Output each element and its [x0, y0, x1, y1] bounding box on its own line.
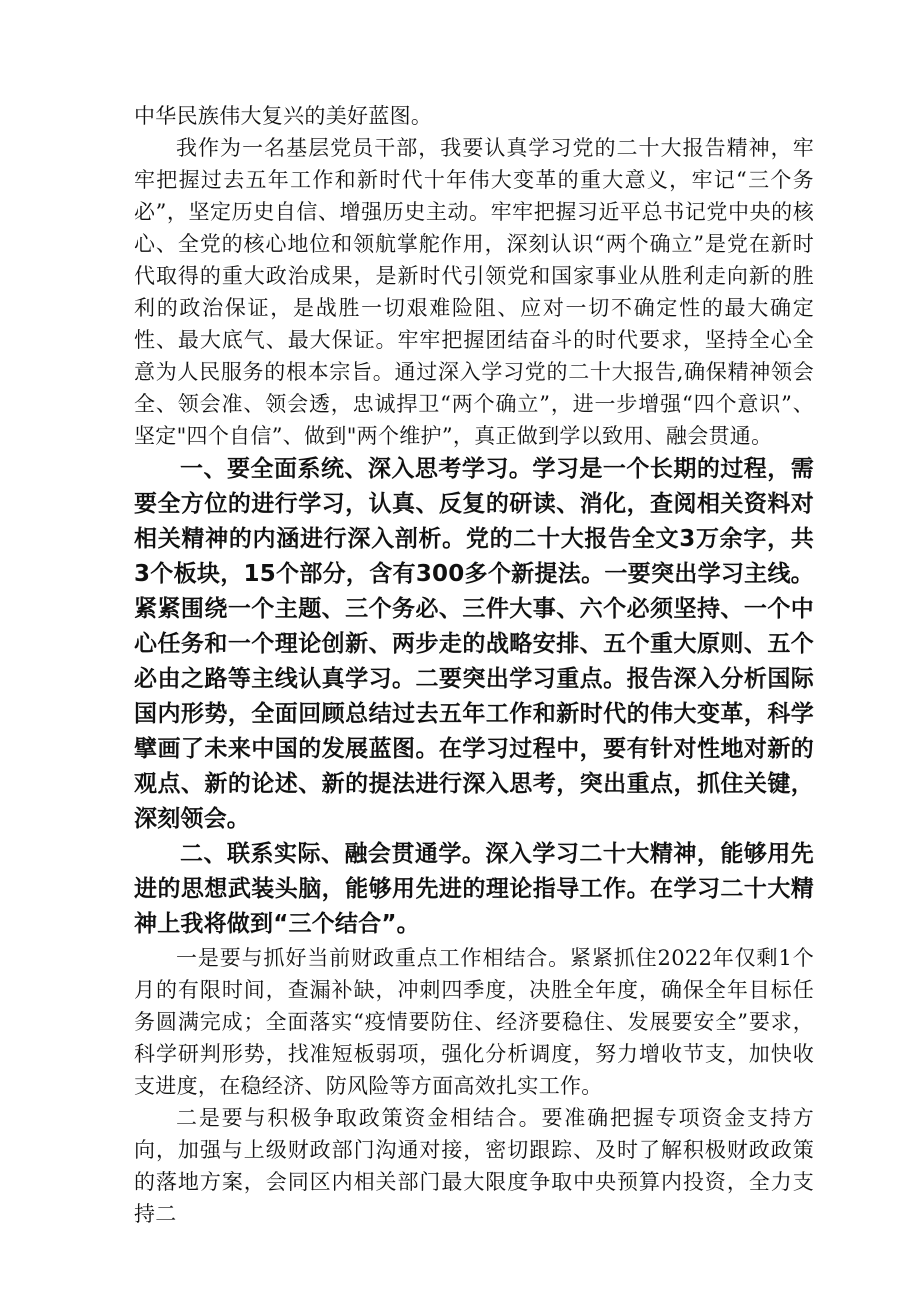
combination-one-paragraph: 一是要与抓好当前财政重点工作相结合。紧紧抓住2022年仅剩1个月的有限时间，查漏补缺，冲刺四季度，决胜全年度，确保全年目标任务圆满完成；全面落实“疫情要防住、经济要稳住、发展要安全”要求，科学研判形势，找准短板弱项，强化分析调度，努力增收节支，加快收支进度，在稳经济、防风险等方面高效扎实工作。 — [134, 946, 814, 1098]
section-one-paragraph: 一、要全面系统、深入思考学习。学习是一个长期的过程，需要全方位的进行学习，认真、反复的研读、消化，查阅相关资料对相关精神的内涵进行深入剖析。党的二十大报告全文3万余字，共3个板块，15个部分，含有300多个新提法。一要突出学习主线。紧紧围绕一个主题、三个务必、三件大事、六个必须坚持、一个中心任务和一个理论创新、两步走的战略安排、五个重大原则、五个必由之路等主线认真学习。二要突出学习重点。报告深入分析国际国内形势，全面回顾总结过去五年工作和新时代的伟大变革，科学擘画了未来中国的发展蓝图。在学习过程中，要有针对性地对新的观点、新的论述、新的提法进行深入思考，突出重点，抓住关键，深刻领会。 — [134, 456, 814, 832]
section-two-paragraph: 二、联系实际、融会贯通学。深入学习二十大精神，能够用先进的思想武装头脑，能够用先进的理论指导工作。在学习二十大精神上我将做到“三个结合”。 — [134, 841, 814, 937]
document-body — [134, 100, 814, 1230]
paragraph-personal-commitment: 我作为一名基层党员干部，我要认真学习党的二十大报告精神，牢牢把握过去五年工作和新时代十年伟大变革的重大意义，牢记“三个务必”，坚定历史自信、增强历史主动。牢牢把握习近平总书记党中央的核心、全党的核心地位和领航掌舵作用，深刻认识“两个确立”是党在新时代取得的重大政治成果，是新时代引领党和国家事业从胜利走向新的胜利的政治保证，是战胜一切艰难险阻、应对一切不确定性的最大确定性、最大底气、最大保证。牢牢把握团结奋斗的时代要求，坚持全心全意为人民服务的根本宗旨。通过深入学习党的二十大报告,确保精神领会全、领会准、领会透，忠诚捍卫“两个确立”，进一步增强“四个意识”、坚定"四个自信”、做到"两个维护”，真正做到学以致用、融会贯通。 — [134, 136, 814, 448]
combination-two-paragraph: 二是要与积极争取政策资金相结合。要准确把握专项资金支持方向，加强与上级财政部门沟通对接，密切跟踪、及时了解积极财政政策的落地方案，会同区内相关部门最大限度争取中央预算内投资，全力支持二 — [134, 1106, 814, 1226]
paragraph-continuation: 中华民族伟大复兴的美好蓝图。 — [134, 104, 433, 128]
